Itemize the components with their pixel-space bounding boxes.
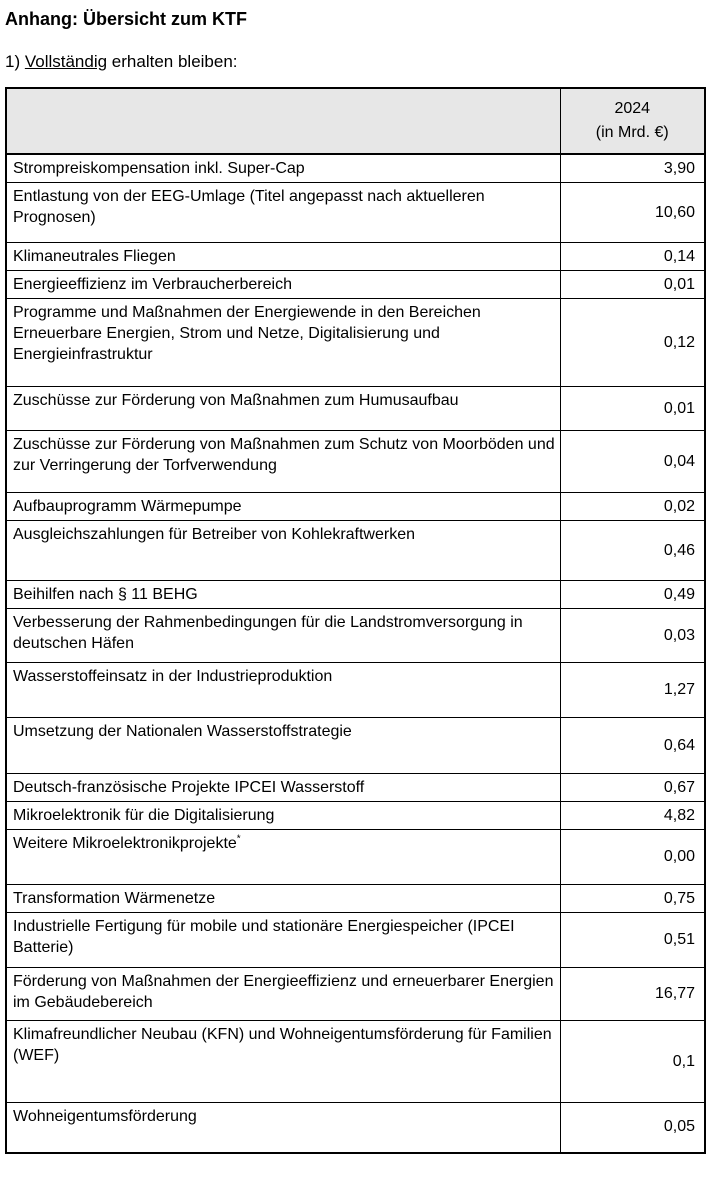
page-title: Anhang: Übersicht zum KTF bbox=[5, 9, 247, 29]
table-row bbox=[6, 183, 705, 243]
table-row bbox=[6, 1103, 705, 1153]
row-label: Energieeffizienz im Verbraucherbereich bbox=[6, 271, 560, 299]
table-row bbox=[6, 1021, 705, 1103]
table-body bbox=[6, 154, 705, 1153]
row-label: Deutsch-französische Projekte IPCEI Wasserstoff bbox=[6, 774, 560, 802]
table-row bbox=[6, 521, 705, 581]
table-row bbox=[6, 830, 705, 885]
row-label: Klimaneutrales Fliegen bbox=[6, 243, 560, 271]
row-value: 0,49 bbox=[560, 581, 705, 609]
table-row bbox=[6, 885, 705, 913]
table-row bbox=[6, 154, 705, 183]
row-label: Weitere Mikroelektronikprojekte* bbox=[6, 830, 560, 885]
row-label: Transformation Wärmenetze bbox=[6, 885, 560, 913]
table-row bbox=[6, 774, 705, 802]
row-value: 1,27 bbox=[560, 663, 705, 718]
table-header-blank-cell bbox=[6, 88, 560, 154]
row-label: Aufbauprogramm Wärmepumpe bbox=[6, 493, 560, 521]
row-value: 0,14 bbox=[560, 243, 705, 271]
row-value: 4,82 bbox=[560, 802, 705, 830]
table-row bbox=[6, 387, 705, 431]
row-value: 0,75 bbox=[560, 885, 705, 913]
row-label: Entlastung von der EEG-Umlage (Titel angepasst nach aktuelleren Prognosen) bbox=[6, 183, 560, 243]
row-label: Wohneigentumsförderung bbox=[6, 1103, 560, 1153]
row-label: Wasserstoffeinsatz in der Industrieproduktion bbox=[6, 663, 560, 718]
row-label: Förderung von Maßnahmen der Energieeffizienz und erneuerbarer Energien im Gebäudebereich bbox=[6, 968, 560, 1021]
row-label: Ausgleichszahlungen für Betreiber von Kohlekraftwerken bbox=[6, 521, 560, 581]
table-row bbox=[6, 718, 705, 774]
intro-prefix: 1) bbox=[5, 52, 25, 71]
row-label: Umsetzung der Nationalen Wasserstoffstrategie bbox=[6, 718, 560, 774]
row-label: Zuschüsse zur Förderung von Maßnahmen zum Schutz von Moorböden und zur Verringerung der Torfverwendung bbox=[6, 431, 560, 493]
row-value: 0,64 bbox=[560, 718, 705, 774]
row-label: Klimafreundlicher Neubau (KFN) und Wohneigentumsförderung für Familien (WEF) bbox=[6, 1021, 560, 1103]
table-row bbox=[6, 299, 705, 387]
ktf-budget-table bbox=[5, 87, 706, 1154]
header-year: 2024 bbox=[614, 100, 651, 117]
row-value: 0,02 bbox=[560, 493, 705, 521]
row-value: 16,77 bbox=[560, 968, 705, 1021]
row-value: 0,00 bbox=[560, 830, 705, 885]
header-unit: (in Mrd. €) bbox=[595, 124, 669, 141]
row-label: Beihilfen nach § 11 BEHG bbox=[6, 581, 560, 609]
table-row bbox=[6, 243, 705, 271]
table-row bbox=[6, 968, 705, 1021]
table-row bbox=[6, 271, 705, 299]
footnote-asterisk: * bbox=[236, 833, 241, 845]
row-value: 0,51 bbox=[560, 913, 705, 968]
row-label: Programme und Maßnahmen der Energiewende in den Bereichen Erneuerbare Energien, Strom und Netze, Digitalisierung und Energieinfrastruktur bbox=[6, 299, 560, 387]
table-header-year-cell bbox=[560, 88, 705, 154]
intro-line bbox=[5, 51, 706, 72]
table-row bbox=[6, 663, 705, 718]
table-row bbox=[6, 493, 705, 521]
row-label: Strompreiskompensation inkl. Super-Cap bbox=[6, 154, 560, 183]
table-row bbox=[6, 913, 705, 968]
row-value: 0,01 bbox=[560, 271, 705, 299]
row-value: 3,90 bbox=[560, 154, 705, 183]
table-header bbox=[6, 88, 705, 154]
table-row bbox=[6, 581, 705, 609]
row-value: 0,04 bbox=[560, 431, 705, 493]
intro-suffix: erhalten bleiben: bbox=[107, 52, 238, 71]
row-label: Mikroelektronik für die Digitalisierung bbox=[6, 802, 560, 830]
row-label: Verbesserung der Rahmenbedingungen für die Landstromversorgung in deutschen Häfen bbox=[6, 609, 560, 663]
row-label: Zuschüsse zur Förderung von Maßnahmen zum Humusaufbau bbox=[6, 387, 560, 431]
row-value: 0,67 bbox=[560, 774, 705, 802]
row-value: 0,1 bbox=[560, 1021, 705, 1103]
table-header-row bbox=[6, 88, 705, 154]
table-row bbox=[6, 609, 705, 663]
row-value: 0,03 bbox=[560, 609, 705, 663]
table-row bbox=[6, 802, 705, 830]
row-value: 0,01 bbox=[560, 387, 705, 431]
intro-underlined-word: Vollständig bbox=[24, 52, 108, 71]
row-value: 10,60 bbox=[560, 183, 705, 243]
row-value: 0,46 bbox=[560, 521, 705, 581]
table-row bbox=[6, 431, 705, 493]
row-label: Industrielle Fertigung für mobile und stationäre Energiespeicher (IPCEI Batterie) bbox=[6, 913, 560, 968]
row-value: 0,05 bbox=[560, 1103, 705, 1153]
row-value: 0,12 bbox=[560, 299, 705, 387]
